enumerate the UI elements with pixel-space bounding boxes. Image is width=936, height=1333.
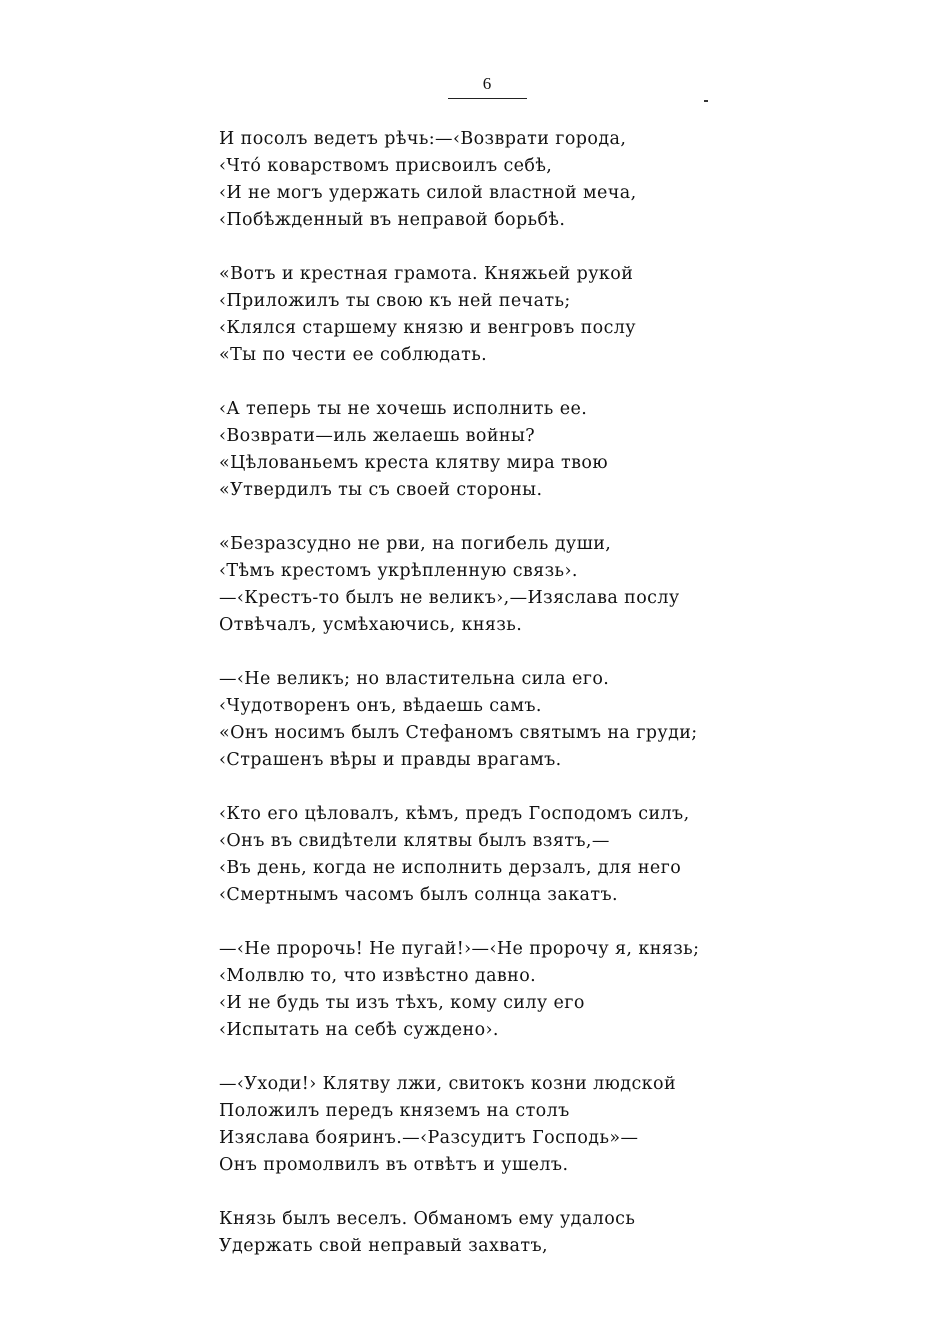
poem-line: ‹Возврати—иль желаешь войны?	[219, 426, 536, 446]
poem-line: ‹Кто его цѣловалъ, кѣмъ, предъ Господомъ силъ,	[219, 804, 690, 824]
poem-line: ‹Чудотворенъ онъ, вѣдаешь самъ.	[219, 696, 542, 716]
poem-line: ‹Испытать на себѣ суждено›.	[219, 1020, 499, 1040]
poem-body	[219, 126, 819, 1287]
poem-line: ‹Побѣжденный въ неправой борьбѣ.	[219, 210, 566, 230]
poem-line: —‹Уходи!› Клятву лжи, свитокъ козни людской	[219, 1074, 677, 1094]
stanza	[219, 396, 819, 504]
stanza	[219, 801, 819, 909]
poem-line: Отвѣчалъ, усмѣхаючись, князь.	[219, 615, 523, 635]
poem-line: ‹Онъ въ свидѣтели клятвы былъ взятъ,—	[219, 831, 610, 851]
poem-line: «Онъ носимъ былъ Стефаномъ святымъ на груди;	[219, 723, 698, 743]
poem-line: ‹Чтó коварствомъ присвоилъ себѣ,	[219, 156, 553, 176]
stanza	[219, 666, 819, 774]
poem-line: «Утвердилъ ты съ своей стороны.	[219, 480, 543, 500]
poem-line: —‹Не пророчь! Не пугай!›—‹Не пророчу я, князь;	[219, 939, 700, 959]
poem-line: «Вотъ и крестная грамота. Княжьей рукой	[219, 264, 634, 284]
poem-line: ‹И не будь ты изъ тѣхъ, кому силу его	[219, 993, 585, 1013]
poem-line: ‹Приложилъ ты свою къ ней печать;	[219, 291, 571, 311]
poem-line: —‹Не великъ; но властительна сила его.	[219, 669, 610, 689]
poem-line: ‹Тѣмъ крестомъ укрѣпленную связь›.	[219, 561, 578, 581]
stanza	[219, 1206, 819, 1260]
header-rule	[448, 98, 527, 99]
poem-line: Положилъ передъ княземъ на столъ	[219, 1101, 570, 1121]
poem-line: —‹Крестъ-то былъ не великъ›,—Изяслава послу	[219, 588, 680, 608]
poem-line: ‹Молвлю то, что извѣстно давно.	[219, 966, 537, 986]
poem-line: ‹Смертнымъ часомъ былъ солнца закатъ.	[219, 885, 618, 905]
poem-line: ‹И не могъ удержать силой властной меча,	[219, 183, 637, 203]
poem-line: Изяслава бояринъ.—‹Разсудитъ Господь»—	[219, 1128, 639, 1148]
poem-line: ‹Клялся старшему князю и венгровъ послу	[219, 318, 636, 338]
poem-line: Онъ промолвилъ въ отвѣтъ и ушелъ.	[219, 1155, 569, 1175]
stanza	[219, 1071, 819, 1179]
poem-line: ‹Въ день, когда не исполнить дерзалъ, для него	[219, 858, 682, 878]
poem-line: ‹А теперь ты не хочешь исполнить ее.	[219, 399, 588, 419]
poem-line: Удержать свой неправый захватъ,	[219, 1236, 548, 1256]
poem-line: «Безразсудно не рви, на погибель души,	[219, 534, 612, 554]
poem-line: «Цѣлованьемъ креста клятву мира твою	[219, 453, 608, 473]
stanza	[219, 126, 819, 234]
poem-line: И посолъ ведетъ рѣчь:—‹Возврати города,	[219, 129, 627, 149]
stanza	[219, 261, 819, 369]
stanza	[219, 936, 819, 1044]
poem-line: Князь былъ веселъ. Обманомъ ему удалось	[219, 1209, 636, 1229]
stanza	[219, 531, 819, 639]
print-speck	[704, 100, 708, 102]
poem-line: ‹Страшенъ вѣры и правды врагамъ.	[219, 750, 562, 770]
page-number: 6	[482, 74, 492, 93]
poem-line: «Ты по чести ее соблюдать.	[219, 345, 488, 365]
